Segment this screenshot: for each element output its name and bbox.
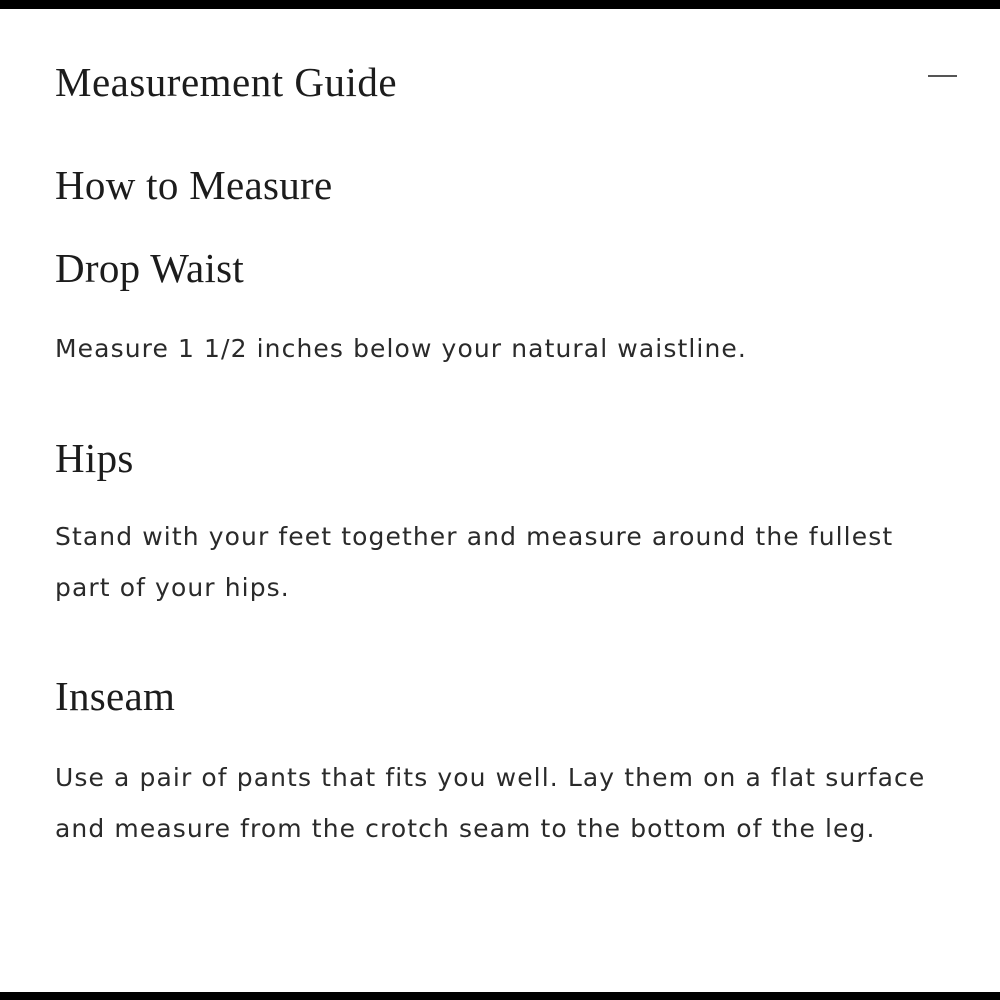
how-to-measure-heading: How to Measure (55, 162, 333, 208)
minus-icon (928, 75, 957, 77)
inseam-text: Use a pair of pants that fits you well. Lay them on a flat surface and measure from the crotch seam to the bottom of the leg. (55, 763, 926, 843)
measurement-guide-panel (0, 9, 1000, 992)
collapse-button[interactable] (920, 59, 964, 95)
hips-text: Stand with your feet together and measure around the fullest part of your hips. (55, 522, 894, 602)
measurement-guide-title[interactable]: Measurement Guide (55, 59, 398, 105)
inseam-heading: Inseam (55, 673, 176, 719)
drop-waist-text: Measure 1 1/2 inches below your natural waistline. (55, 334, 747, 363)
drop-waist-heading: Drop Waist (55, 245, 245, 291)
hips-heading: Hips (55, 435, 134, 481)
